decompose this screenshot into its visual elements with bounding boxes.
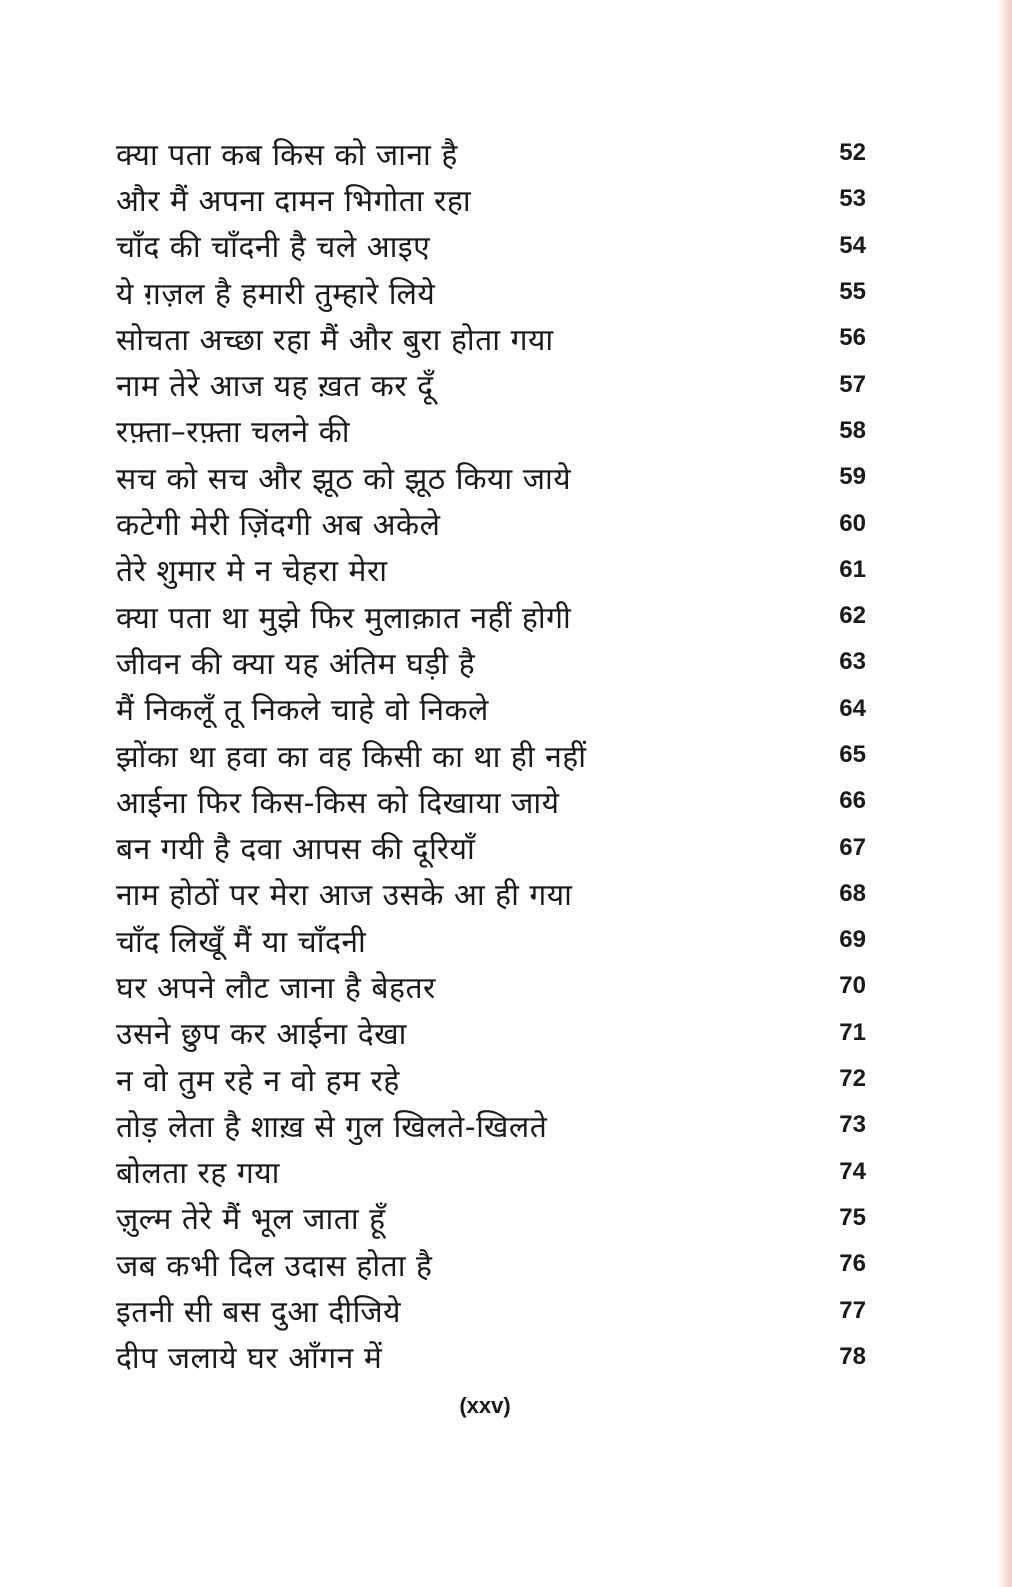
toc-entry-page-number: 70 [839,972,866,1000]
toc-entry-title: बोलता रह गया [116,1156,280,1192]
toc-entry-page-number: 55 [839,278,866,306]
page-edge-shadow [998,0,1012,1587]
toc-entry-page-number: 58 [839,416,866,444]
toc-entry-page-number: 52 [839,139,866,167]
toc-entry-page-number: 68 [839,879,866,907]
toc-entry-title: मैं निकलूँ तू निकले चाहे वो निकले [116,693,489,729]
toc-entry [116,1010,866,1056]
toc-entry-title: सोचता अच्छा रहा मैं और बुरा होता गया [116,322,554,358]
toc-entry-page-number: 61 [839,555,866,583]
toc-entry-page-number: 67 [839,833,866,861]
toc-entry-page-number: 56 [839,324,866,352]
toc-entry [116,1287,866,1333]
toc-entry-title: आईना फिर किस-किस को दिखाया जाये [116,785,560,821]
toc-entry-page-number: 78 [839,1342,866,1370]
toc-entry-title: जीवन की क्या यह अंतिम घड़ी है [116,646,476,682]
table-of-contents [116,130,866,1380]
toc-entry [116,1334,866,1380]
toc-entry-title: घर अपने लौट जाना है बेहतर [116,970,436,1006]
toc-entry [116,1056,866,1102]
toc-entry-title: इतनी सी बस दुआ दीजिये [116,1295,402,1331]
toc-entry-title: और मैं अपना दामन भिगोता रहा [116,183,472,219]
toc-entry [116,315,866,361]
toc-entry-page-number: 59 [839,463,866,491]
toc-entry [116,1149,866,1195]
toc-entry [116,269,866,315]
toc-entry [116,778,866,824]
toc-entry [116,917,866,963]
toc-entry [116,500,866,546]
toc-entry-page-number: 72 [839,1065,866,1093]
toc-entry [116,1102,866,1148]
toc-entry [116,871,866,917]
toc-entry-title: क्या पता था मुझे फिर मुलाक़ात नहीं होगी [116,600,572,636]
toc-entry-title: नाम तेरे आज यह ख़त कर दूँ [116,369,434,405]
page-number: (xxv) [459,1393,511,1418]
toc-entry [116,1241,866,1287]
toc-entry [116,963,866,1009]
toc-entry-page-number: 69 [839,926,866,954]
toc-entry-title: तेरे शुमार मे न चेहरा मेरा [116,554,388,590]
toc-entry-page-number: 65 [839,741,866,768]
toc-entry-title: चाँद की चाँदनी है चले आइए [116,230,431,266]
toc-entry-title: झोंका था हवा का वह किसी का था ही नहीं [116,739,587,775]
toc-entry-page-number: 53 [839,185,866,213]
toc-entry-page-number: 64 [839,694,866,722]
toc-entry-page-number: 62 [839,602,866,630]
toc-entry-page-number: 74 [839,1157,866,1185]
toc-entry-title: न वो तुम रहे न वो हम रहे [116,1063,400,1099]
toc-entry-title: तोड़ लेता है शाख़ से गुल खिलते-खिलते [116,1109,548,1145]
toc-entry [116,1195,866,1241]
toc-entry-page-number: 54 [839,231,866,259]
toc-entry-title: बन गयी है दवा आपस की दूरियाँ [116,832,476,868]
toc-entry-title: कटेगी मेरी ज़िंदगी अब अकेले [116,508,441,544]
toc-entry-page-number: 75 [839,1203,866,1231]
toc-entry [116,361,866,407]
toc-entry-title: ज़ुल्म तेरे मैं भूल जाता हूँ [116,1202,386,1238]
toc-entry-page-number: 71 [839,1018,866,1046]
toc-entry [116,639,866,685]
toc-entry [116,130,866,176]
toc-entry-title: उसने छुप कर आईना देखा [116,1017,407,1053]
toc-entry [116,454,866,500]
toc-entry-title: नाम होठों पर मेरा आज उसके आ ही गया [116,878,573,914]
toc-entry-title: रफ़्ता–रफ़्ता चलने की [116,415,351,451]
toc-entry-page-number: 76 [839,1250,866,1278]
toc-entry [116,408,866,454]
toc-entry-title: सच को सच और झूठ को झूठ किया जाये [116,461,572,497]
toc-entry [116,223,866,269]
toc-entry [116,686,866,732]
toc-entry [116,547,866,593]
toc-entry-page-number: 73 [839,1111,866,1139]
toc-entry-title: जब कभी दिल उदास होता है [116,1248,433,1284]
toc-entry [116,732,866,778]
toc-entry [116,593,866,639]
toc-entry [116,824,866,870]
toc-entry-page-number: 77 [839,1296,866,1324]
toc-entry-page-number: 60 [839,509,866,537]
toc-entry-page-number: 57 [839,370,866,398]
toc-entry [116,176,866,222]
toc-entry-title: ये ग़ज़ल है हमारी तुम्हारे लिये [116,276,436,312]
toc-entry-title: क्या पता कब किस को जाना है [116,137,458,173]
toc-entry-title: दीप जलाये घर आँगन में [116,1341,383,1377]
toc-entry-page-number: 66 [839,787,866,815]
toc-entry-page-number: 63 [839,648,866,676]
toc-entry-title: चाँद लिखूँ मैं या चाँदनी [116,924,367,960]
